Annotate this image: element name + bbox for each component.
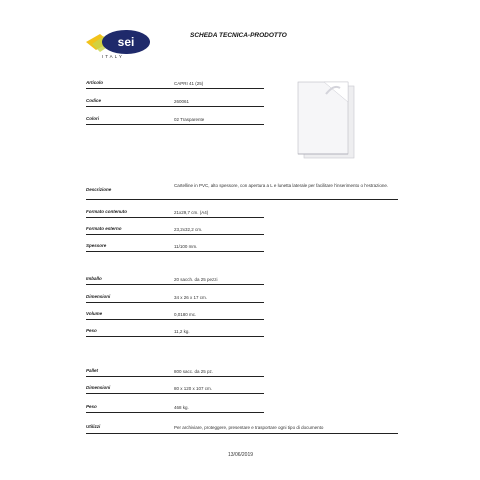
label-dimensioni-imballo: Dimensioni bbox=[86, 294, 111, 299]
divider bbox=[86, 217, 264, 218]
value-formato-contenuto: 21x29,7 cm. (A4) bbox=[174, 210, 209, 215]
divider bbox=[86, 336, 264, 337]
logo-text: sei bbox=[117, 35, 135, 49]
label-spessore: Spessore bbox=[86, 243, 107, 248]
value-dimensioni-imballo: 34 x 26 x 17 cm. bbox=[174, 295, 208, 300]
label-pallet: Pallet bbox=[86, 368, 99, 373]
label-peso-pallet: Peso bbox=[86, 404, 97, 409]
label-formato-contenuto: Formato contenuto bbox=[86, 209, 127, 214]
divider bbox=[86, 302, 264, 303]
value-utilizzi: Per archiviare, proteggere, presentare e trasportare ogni tipo di documento bbox=[174, 425, 324, 430]
value-descrizione: Cartelline in PVC, alto spessore, con apertura a L e lunetta laterale per facilitare l'inserimento o l'estrazione. bbox=[174, 183, 389, 188]
label-formato-esterno: Formato esterno bbox=[86, 226, 122, 231]
label-dimensioni-pallet: Dimensioni bbox=[86, 385, 111, 390]
label-articolo: Articolo bbox=[86, 80, 104, 85]
label-peso-imballo: Peso bbox=[86, 328, 97, 333]
label-utilizzi: Utilizzi bbox=[86, 424, 101, 429]
logo-subtitle: ITALY bbox=[102, 54, 124, 59]
divider bbox=[86, 251, 264, 252]
label-volume: Volume bbox=[86, 311, 103, 316]
label-descrizione: Descrizione bbox=[86, 187, 112, 192]
divider bbox=[86, 412, 264, 413]
divider bbox=[86, 234, 264, 235]
value-peso-pallet: 468 kg. bbox=[174, 405, 189, 410]
value-dimensioni-pallet: 80 x 120 x 107 cm. bbox=[174, 386, 213, 391]
divider bbox=[86, 124, 264, 125]
value-imballo: 20 sacch. da 25 pezzi bbox=[174, 277, 218, 282]
label-codice: Codice bbox=[86, 98, 102, 103]
footer-date: 13/06/2019 bbox=[228, 452, 254, 458]
divider bbox=[86, 393, 264, 394]
divider bbox=[86, 88, 264, 89]
divider bbox=[86, 433, 398, 434]
divider bbox=[86, 319, 264, 320]
divider bbox=[86, 284, 264, 285]
value-volume: 0,0180 mc. bbox=[174, 312, 197, 317]
label-colori: Colori bbox=[86, 116, 99, 121]
product-image bbox=[296, 80, 358, 162]
value-spessore: 11/100 mm. bbox=[174, 244, 198, 249]
divider bbox=[86, 106, 264, 107]
label-imballo: Imballo bbox=[86, 276, 102, 281]
value-pallet: 800 sacc. da 25 pz. bbox=[174, 369, 214, 374]
page-title: SCHEDA TECNICA-PRODOTTO bbox=[190, 32, 287, 39]
value-formato-esterno: 23,2x32,2 cm. bbox=[174, 227, 203, 232]
divider bbox=[86, 199, 398, 200]
divider bbox=[86, 376, 264, 377]
value-codice: 260061 bbox=[174, 99, 190, 104]
value-colori: 02 Trasparente bbox=[174, 117, 205, 122]
value-peso-imballo: 11,2 kg. bbox=[174, 329, 190, 334]
value-articolo: CAPRI 41 (25) bbox=[174, 81, 204, 86]
